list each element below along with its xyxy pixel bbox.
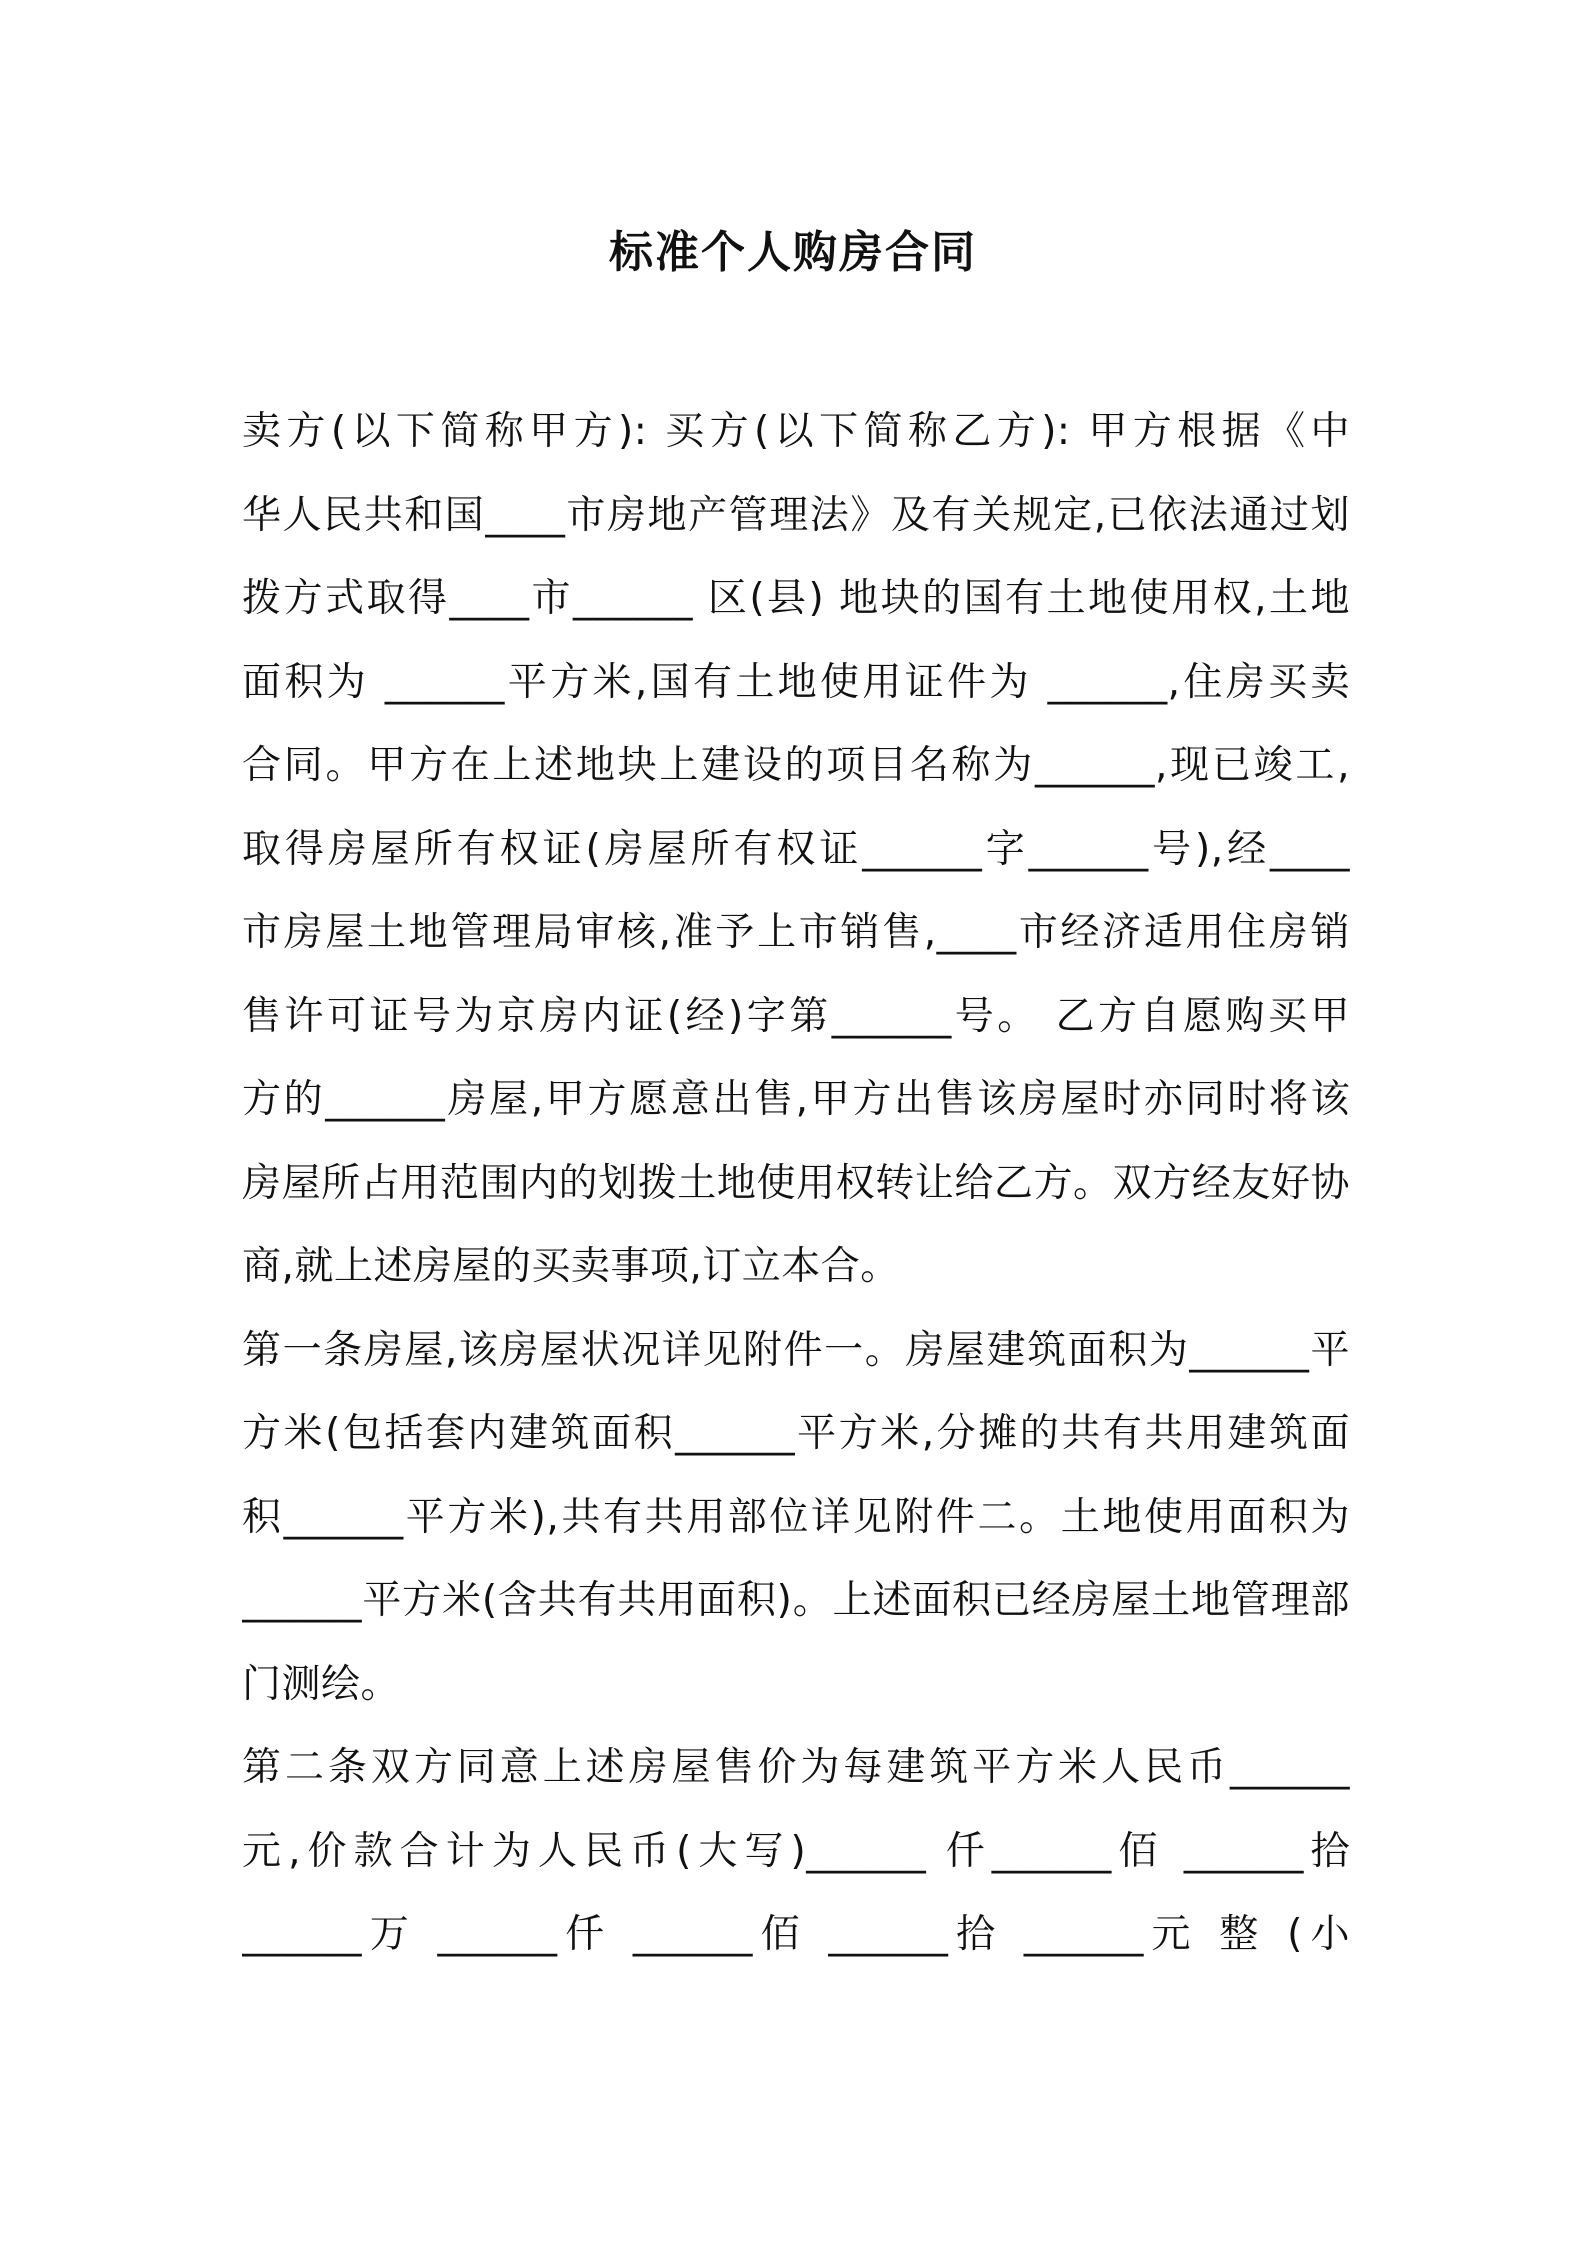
text-line: 卖方(以下简称甲方): 买方(以下简称乙方): 甲方根据《中 — [242, 409, 1350, 454]
text-line: 方米(包括套内建筑面积______平方米,分摊的共有共用建筑面 — [242, 1411, 1350, 1456]
text-line: 第一条房屋,该房屋状况详见附件一。房屋建筑面积为______平 — [242, 1327, 1350, 1373]
text-line: 市房屋土地管理局审核,准予上市销售,____市经济适用住房销 — [242, 910, 1350, 955]
text-line: ______平方米(含共有共用面积)。上述面积已经房屋土地管理部 — [242, 1578, 1350, 1623]
document-title: 标准个人购房合同 — [609, 227, 977, 278]
text-line: 房屋所占用范围内的划拨土地使用权转让给乙方。双方经友好协 — [242, 1160, 1350, 1206]
text-line: 积______平方米),共有共用部位详见附件二。土地使用面积为 — [242, 1494, 1350, 1540]
text-line: 第二条双方同意上述房屋售价为每建筑平方米人民币______ — [242, 1745, 1350, 1790]
text-line: 元,价款合计为人民币(大写)______ 仟______佰 ______拾 — [242, 1828, 1350, 1874]
text-line: 售许可证号为京房内证(经)字第______号。 乙方自愿购买甲 — [242, 993, 1350, 1039]
text-line: 合同。甲方在上述地块上建设的项目名称为______,现已竣工, — [242, 743, 1350, 788]
text-line: 方的______房屋,甲方愿意出售,甲方出售该房屋时亦同时将该 — [242, 1077, 1350, 1122]
text-line: 华人民共和国____市房地产管理法》及有关规定,已依法通过划 — [242, 492, 1350, 538]
text-line: 商,就上述房屋的买卖事项,订立本合。 — [242, 1244, 900, 1289]
text-line: ______万 ______仟 ______佰 ______拾 ______元 整 (小 — [242, 1912, 1350, 1957]
text-line: 门测绘。 — [242, 1661, 401, 1707]
text-line: 拨方式取得____市______ 区(县) 地块的国有土地使用权,土地 — [242, 576, 1350, 621]
contract-body — [242, 402, 1350, 1989]
text-line: 面积为 ______平方米,国有土地使用证件为 ______,住房买卖 — [242, 659, 1350, 705]
text-line: 取得房屋所有权证(房屋所有权证______字______号),经____ — [242, 826, 1350, 872]
